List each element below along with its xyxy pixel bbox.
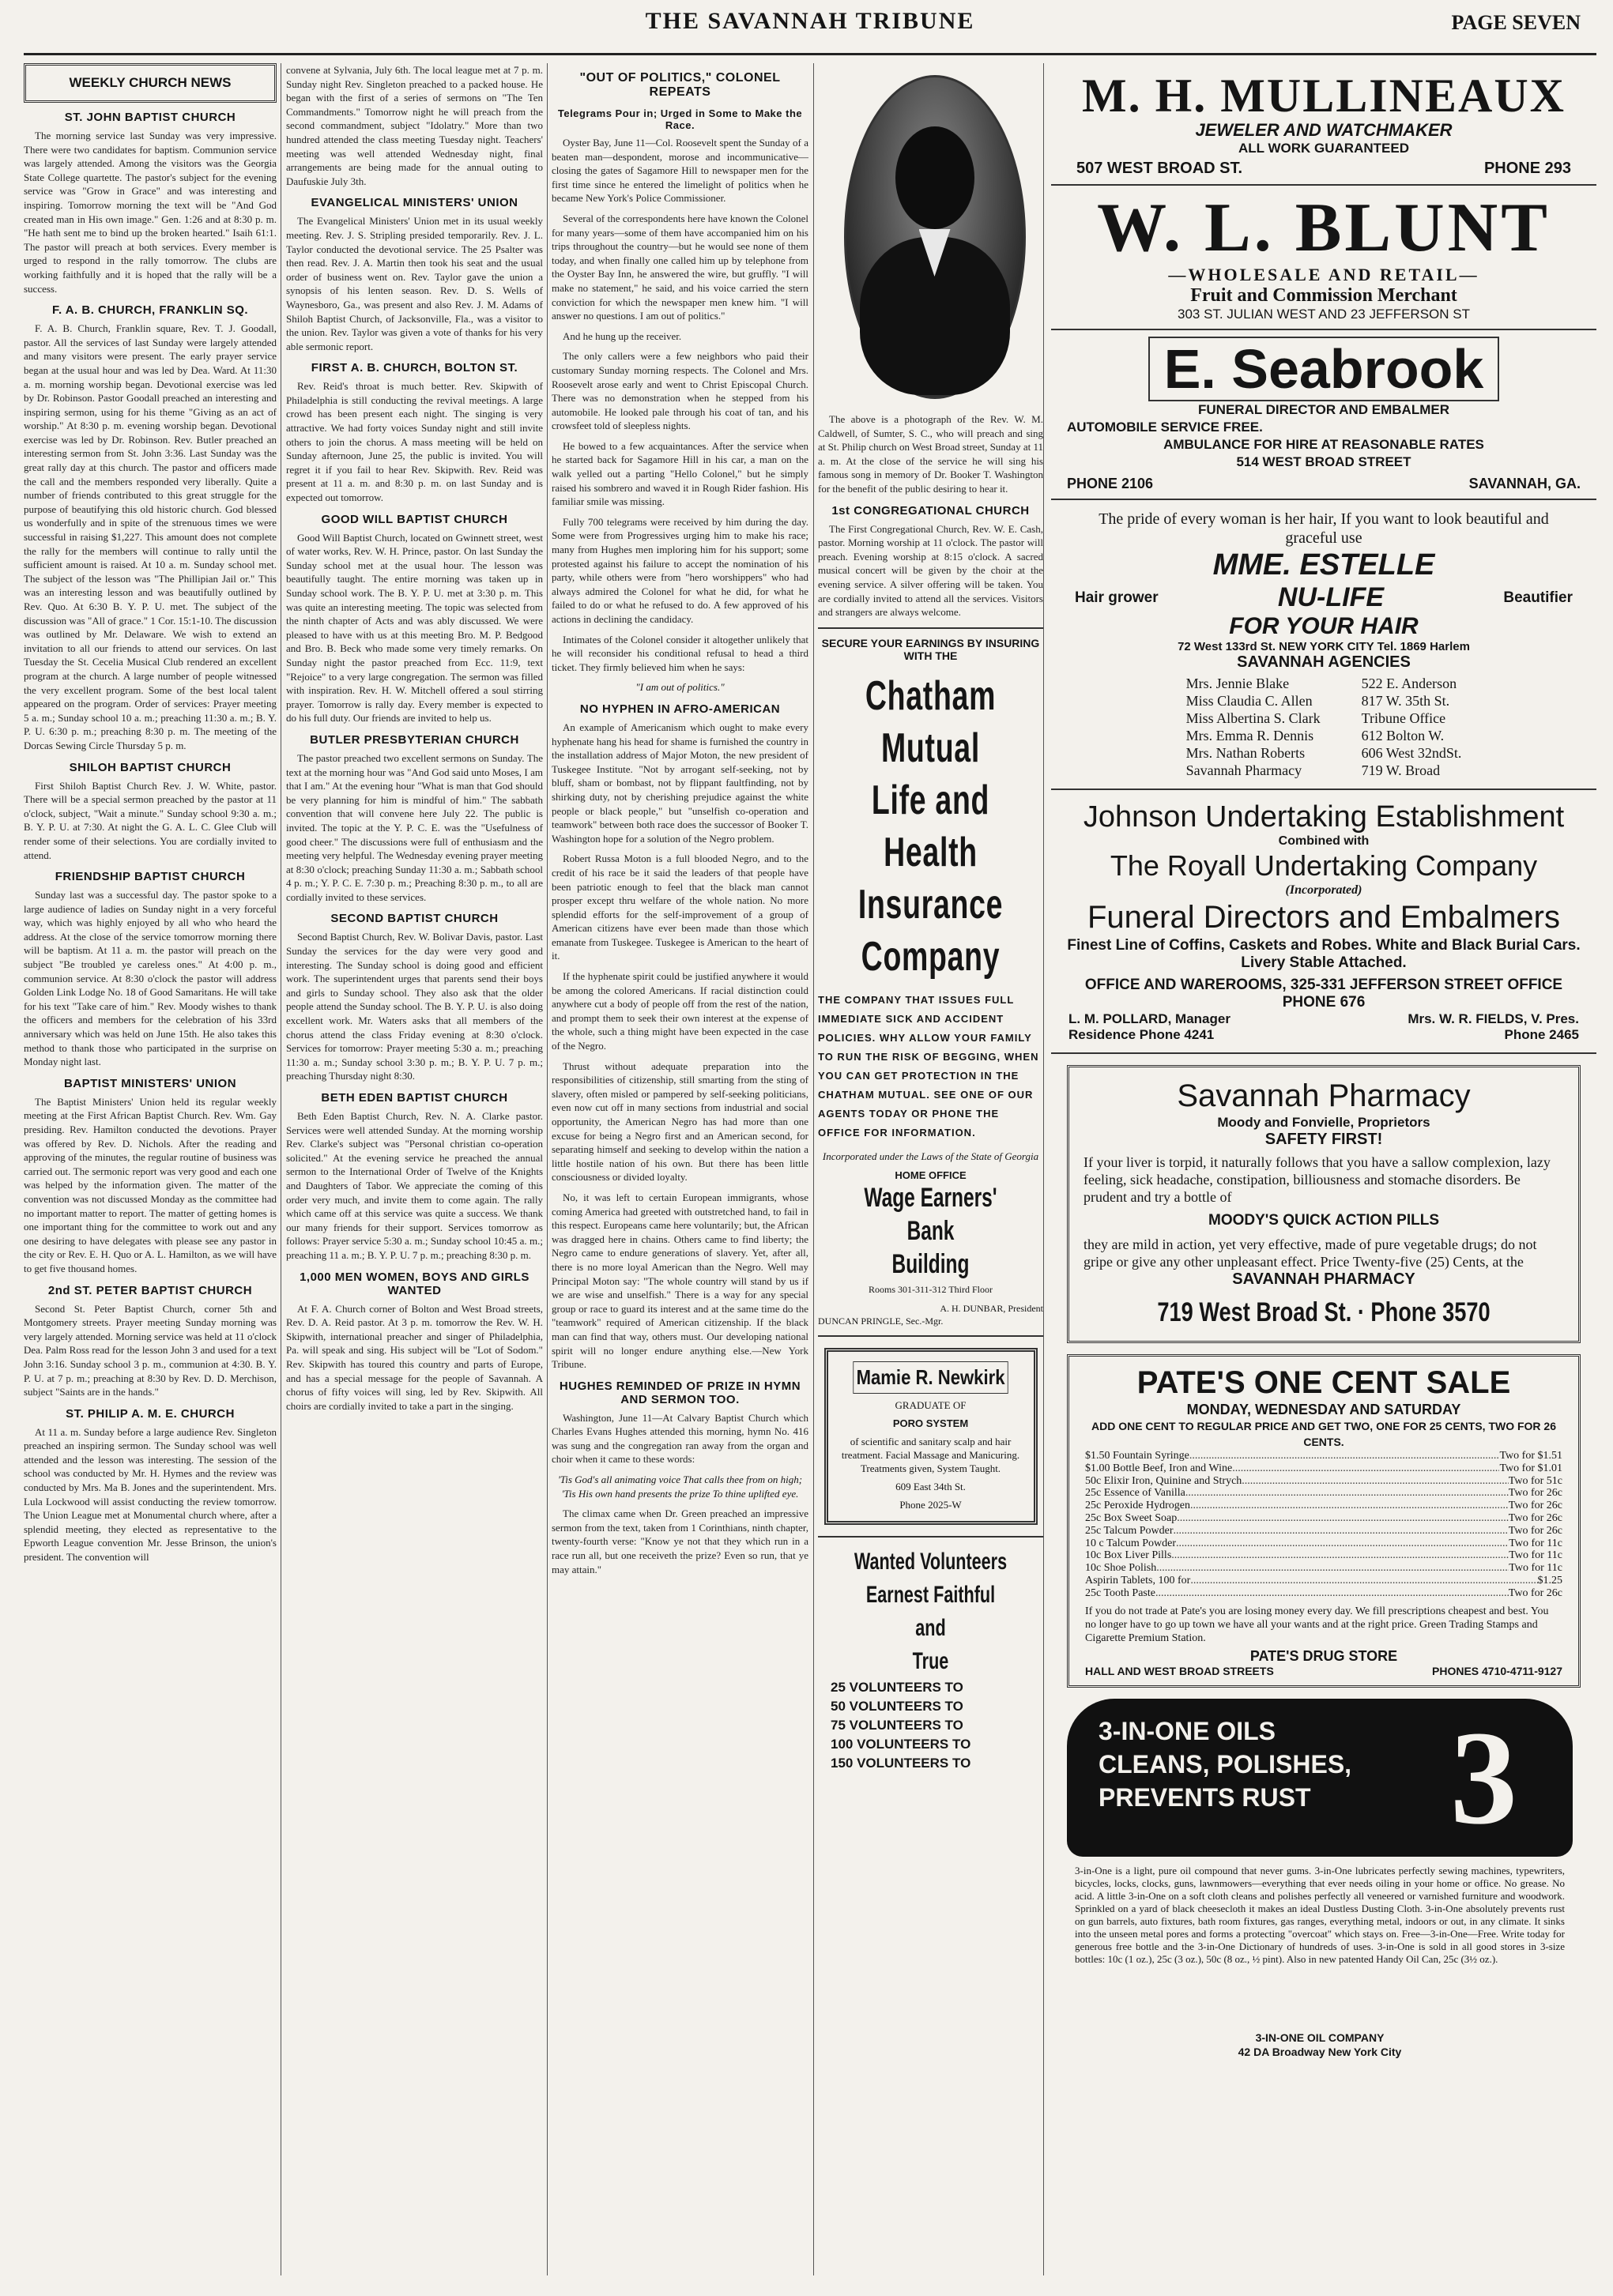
ad-officer: DUNCAN PRINGLE, Sec.-Mgr. [818,1315,944,1327]
ad-officer: L. M. POLLARD, Manager [1068,1011,1230,1026]
ad-phone: Phone 2465 [1504,1027,1579,1042]
article-body: F. A. B. Church, Franklin square, Rev. T. J. Goodall, pastor. All the services of last Sunday were largely attended and many visitors were present. The early prayer service began at the usual hour and was led by Dea. Ward. At 11:30 a. m. morning worship began. Devotional exercise was led by Dr. Robinson. Pastor Goodall preached an interesting and inspiring sermon, using for his theme "Giving as an act of worship." At 8:30 p. m. evening worship began. Devotional exercise was led by Dr. Robinson. Rev. Butler preached an interesting sermon from St. John 3:36. Last Sunday was the great rally day at this church. The pastor and officers made the call and the members responded very liberally. Quite a number of friends contributed to this great struggle for the purpose of beautifying this old historic church. God blessed us wonderfully and in spite of the strenuous times we were successful in raising $1,227. This amount does not complete the rally for the members will continue to rally until the sufficient amount is raised. At 10 a. m. Sunday school met. The subject of the lesson was "The Phillipian Jail or." This was an interesting lesson and was beautifully outlined by Rev. Quo. At 6:30 B. Y. P. U. met. The subject of the discussion was "All of grace." 1 Cor. 15:1-10. The discussion was outlined by Mr. Delaware. We wish to extend an invitation to all our friends to attend our services. On last Tuesday the St. Cecelia Musical Club rendered an excellent program at the church. A large number of people witnessed the very excellent program. Some of the best local talent appeared on the program. Order of services: Prayer meeting 5 a. m.; Sunday school 10 a. m.; preaching 11:30 a. m.; B. Y. P. U. 6:30 p. m.; preaching 8:30 p. m. The meeting of the Dorcas Sewing Circle Thursday 5 p. m. [24,322,277,751]
item-price: Two for 26c [1508,1524,1562,1537]
article-body: Intimates of the Colonel consider it altogether unlikely that he will reconsider his conditional refusal to head a third ticket. They firmly believed him when he says: [552,633,808,673]
article-heading: FIRST A. B. CHURCH, BOLTON ST. [311,361,518,375]
article-body: The Baptist Ministers' Union held its regular weekly meeting at the First African Baptist Church. Rev. Wm. Gay presiding. Rev. Hamilton conducted the devotions. Prayer was offered by Rev. D. Nichols. After the reading and approving of the minutes, the regular routine of business was carried out. The sermonic report was very good and each one was helped by the information given. The matter of the convention was not discussed Monday as the committee had no important matter to report. The matter of getting homes is one important thing for the committee to work out and any one desiring to have delegates with please see any pastor in the city or Rev. E. H. Quo or A. L. Hamilton, as we will have to get five thousand homes. [24,1095,277,1274]
ad-text: Combined with [1278,834,1370,848]
agent-address: Tribune Office [1361,710,1446,726]
ad-name: W. L. BLUNT [1097,190,1551,266]
ad-address: 514 WEST BROAD STREET [1236,454,1411,469]
ad-text: FOR YOUR HAIR [1229,613,1419,639]
article-body: The only callers were a few neighbors who paid their customary Sunday morning respects. The Colonel and Mrs. Roosevelt arose early and went to Christ Episcopal Church. There was no demonstration when he stepped from his automobile. He looked pale through his coat of tan, and his crowsfeet told of sleepless nights. [552,350,808,432]
ad-subtitle: MONDAY, WEDNESDAY AND SATURDAY [1186,1402,1461,1417]
table-row [1166,744,1483,762]
article-heading: 1,000 MEN WOMEN, BOYS AND GIRLS WANTED [300,1270,530,1297]
ad-headline-line: Chatham [865,672,997,719]
article-body: At 11 a. m. Sunday before a large audience Rev. Singleton preached an inspiring sermon. The Sunday school was well attended and the lesson was interesting. The session of the school was conducted by Mr. H. Hymes and the review was conducted by Mrs. Ma B. Jones and the superintendent. Mrs. Lula Lockwood will assist conducting the review tomorrow. The Union League met at Monumental church where, after a splendid meeting, they elected as representative to the Epworth League convention Mr. Jesse Brinson, the union's president. The convention will [24,1425,277,1564]
ad-text: Beautifier [1503,589,1573,606]
ad-name: E. Seabrook [1148,337,1500,401]
big-three-numeral: 3 [1450,1703,1517,1852]
ad-officer: A. H. DUNBAR, President [940,1302,1043,1314]
ad-body: 3-in-One is a light, pure oil compound that never gums. 3-in-One lubricates perfectly sewing machines, typewriters, bicycles, locks, clocks, guns, lawnmowers—everything that ever needs oiling in your home or office. No grease. No acid. A little 3-in-One on a soft cloth cleans and polishes perfectly all veneered or varnished furniture and woodwork. Sprinkled on a yard of black cheesecloth it makes an ideal Dustless Dusting Cloth. 3-in-One absolutely prevents rust on gun barrels, auto fixtures, bath room fixtures, gas ranges, everything metal, indoors or out, in any climate. It sinks into the unseen metal pores and forms a protecting "overcoat" which stays on. Free—3-in-One—Free. Write today for generous free bottle and the 3-in-One Dictionary of hundreds of uses. 3-in-One is sold in all good stores in 3-size bottles: 10c (1 oz.), 25c (3 oz.), 50c (8 oz., ½ pint). Also in new patented Handy Oil Can, 25c (3½ oz.). [1075,1864,1565,1965]
article-heading: ST. PHILIP A. M. E. CHURCH [66,1406,235,1421]
article-body: Several of the correspondents here have known the Colonel for many years—some of them have accompanied him on his trips throughout the country—but he would see none of them today, and when finally one called him up by telephone from the Oyster Bay Inn, he answered the wire, but gruffly. "I will make no statement," he said, and his voice carried the stern conviction for which the newspaper men knew him. "I will answer no questions. I am out of politics." [552,212,808,322]
list-item [1085,1512,1562,1525]
article-body: Robert Russa Moton is a full blooded Negro, and to the credit of his race be it said the leaders of that people have been patriotic enough to feel that the black man cannot prosper except thru welfare of the whole nation. No more splendid efforts for the self-improvement of a group of American citizens have ever been made than those which emanate from Tuskegee. Tuskegee is American to the heart of it. [552,853,808,962]
article-heading: 1st CONGREGATIONAL CHURCH [831,503,1030,518]
volunteer-line: 75 VOLUNTEERS TO [831,1717,963,1733]
article-subheading: Telegrams Pour in; Urged in Some to Make the Race. [557,107,803,131]
ad-text: (Incorporated) [1285,883,1362,897]
article-heading: "OUT OF POLITICS," COLONEL REPEATS [579,71,781,99]
table-row [1166,710,1483,727]
ad-text: AUTOMOBILE SERVICE FREE. [1067,420,1263,435]
volunteer-line: 100 VOLUNTEERS TO [831,1736,971,1752]
article-body: Good Will Baptist Church, located on Gwinnett street, west of water works, Rev. W. H. Prince, pastor. On last Sunday the Sunday school met at the usual hour. The lesson was beautifully taught. The entire morning was taken up in Sunday school work. The B. Y. P. U. met at 3:30 p. m. This was quite an interesting meeting. The topic was selected from the ninth chapter of Acts and was ably discussed. We were pleased to have with us at this meeting Bro. M. P. Bedgood and Bro. B. Beck who made some very timely remarks. On Sunday night the pastor preached from Ecc. 11:9, text "Rejoice" to a very large congregation. The sermon was filled with inspiration. Rev. H. W. Mitchell offered a soul stirring prayer. Tomorrow is rally day. Every member is expected to do his full duty. Our friends are invited to help us. [286,531,543,725]
list-item [1085,1525,1562,1538]
ad-address: 72 West 133rd St. NEW YORK CITY Tel. 1869 Harlem [1178,640,1470,653]
masthead [24,0,1596,55]
volunteer-line: 25 VOLUNTEERS TO [831,1679,963,1695]
column-rule [813,63,814,2275]
ad-headline-line: 3-IN-ONE OILS [1099,1716,1276,1745]
ad-officer: Mrs. W. R. FIELDS, V. Pres. [1408,1011,1579,1026]
agent-name: Mrs. Jennie Blake [1185,676,1290,691]
item-name: 25c Peroxide Hydrogen [1085,1500,1190,1512]
item-name: $1.00 Bottle Beef, Iron and Wine [1085,1462,1233,1474]
item-name: 25c Box Sweet Soap [1085,1511,1178,1524]
article-body: The First Congregational Church, Rev. W. E. Cash, pastor. Morning worship at 11 o'clock. The pastor will preach. Evening worship at 8:15 o'clock. A sacred musical concert will be given by the choir at the evening service. A silver offering will be taken. You are cordially invited to attend all the services. Visitors and strangers are always welcome. [818,522,1043,619]
page-number: PAGE SEVEN [1451,11,1581,34]
item-name: 10c Box Liver Pills [1085,1549,1172,1562]
ad-text: Finest Line of Coffins, Caskets and Robes. White and Black Burial Cars. Livery Stable Attached. [1067,937,1581,971]
article-body: The climax came when Dr. Green preached an impressive sermon from the text, taken from 1 Corinthians, ninth chapter, twenty-fourth verse: "Know ye not that they which run in a race run all, but one receiveth the prize? Even so run, that ye may attain." [552,1507,808,1575]
ad-phone: Residence Phone 4241 [1068,1027,1215,1042]
ad-name: PATE'S ONE CENT SALE [1136,1365,1511,1400]
ad-text: GRADUATE OF [895,1398,967,1411]
ad-city: SAVANNAH, GA. [1468,476,1581,491]
ad-office-label: HOME OFFICE [895,1169,967,1181]
article-body: Second St. Peter Baptist Church, corner 5th and Montgomery streets. Prayer meeting Sunday morning was very largely attended. Morning service was held at 11 o'clock Dea. Palm Ross read for the lesson John 3 and used for a text John 3:16. Sunday school 3 p. m., communion at 4:30. B. Y. P. U. at 7 p. m.; preaching at 8:30 by Rev. D. D. Merchison, subject "Saints are in the hands." [24,1302,277,1398]
three-in-one-oil-ad [1067,1699,1581,2064]
list-item [1085,1475,1562,1488]
article-heading: BUTLER PRESBYTERIAN CHURCH [310,732,519,747]
column-2 [286,63,543,2283]
article-heading: SHILOH BAPTIST CHURCH [69,760,232,774]
column-3 [552,63,808,2283]
ad-subtitle: JEWELER AND WATCHMAKER [1195,120,1453,140]
item-name: 10c Shoe Polish [1085,1562,1157,1575]
article-heading: ST. JOHN BAPTIST CHURCH [64,111,236,124]
ad-text: PORO SYSTEM [892,1417,969,1429]
ad-product: NU-LIFE [1277,582,1385,612]
ad-headline-line: True [912,1647,949,1674]
volunteer-line: 150 VOLUNTEERS TO [831,1755,971,1771]
estelle-ad [1051,500,1596,790]
ad-headline-line: PREVENTS RUST [1099,1782,1311,1812]
ad-officers [818,1302,1043,1327]
article-body: Second Baptist Church, Rev. W. Bolivar Davis, pastor. Last Sunday the services for the day were very good and interesting. The Sunday school is doing good and efficient work. The superintendent urges that parents send their boys and girls to Sunday school. They also ask that the older people attend the Sunday school. The B. Y. P. U. is also doing excellent work. Mr. Waters asks that all members of the chorus attend the class Friday evening at 8:30 o'clock. Services for tomorrow: Prayer meeting 5:30 a. m.; preaching 11:30 a. m.; Sunday school 3:30 p. m.; B. Y. P. U. 7 p. m.; preaching Thursday night 8:30. [286,931,543,1082]
agents-table [1166,675,1483,779]
ad-text: SAFETY FIRST! [1264,1131,1383,1148]
article-heading: NO HYPHEN IN AFRO-AMERICAN [579,702,781,716]
item-price: Two for 11c [1509,1562,1562,1575]
article-quote: "I am out of politics." [635,681,725,694]
item-price: Two for 26c [1508,1487,1562,1500]
list-item [1085,1462,1562,1475]
item-name: Aspirin Tablets, 100 for [1085,1574,1191,1586]
ad-address: 42 DA Broadway New York City [1238,2045,1402,2058]
ad-address: 507 WEST BROAD ST. [1076,160,1243,177]
ad-address: 609 East 34th St. [895,1480,966,1492]
article-body: The Evangelical Ministers' Union met in its usual weekly meeting. Rev. J. S. Stripling presided temporarily. Rev. J. L. Taylor conducted the devotional service. The 25 Psalter was then read. Rev. J. A. Martin then took his seat and the usual order of business went on. Rev. Taylor gave the union a synopsis of his lenten season. Rev. D. S. Wells of Waynesboro, Ga., was present and also Rev. J. M. Adams of Shiloh Baptist Church, of Jacksonville, Fla., was a visitor to the union. Rev. Taylor was given a vote of thanks for his very able sermonic report. [286,215,543,352]
item-name: 25c Essence of Vanilla [1085,1487,1185,1500]
agent-address: 606 West 32ndSt. [1361,745,1462,761]
list-item [1085,1562,1562,1575]
ad-name: The Royall Undertaking Company [1110,849,1538,882]
ad-text: Hair grower [1075,589,1159,606]
ad-company: 3-IN-ONE OIL COMPANY [1255,2031,1385,2044]
item-name: 50c Elixir Iron, Quinine and Strych [1085,1474,1242,1487]
price-list [1085,1450,1562,1600]
ad-subtitle: ALL WORK GUARANTEED [1238,141,1409,156]
item-price: $1.25 [1537,1574,1562,1586]
ad-headline-line: Company [861,933,1001,980]
ad-phone: PHONES 4710-4711-9127 [1432,1664,1562,1677]
item-name: $1.50 Fountain Syringe [1085,1450,1189,1462]
ad-subtitle: —WHOLESALE AND RETAIL— [1168,265,1479,284]
article-heading: GOOD WILL BAPTIST CHURCH [321,512,508,526]
article-body: An example of Americanism which ought to make every hyphenate hang his head for shame is furnished the country in the installation address of Major Moton, the new president of Tuskegee Institute. "Not by arrogant self-seeking, not by bluff, sham or bombast, not by flippant faultfinding, not by shirking duty, not by cherishing prejudice against the white people or black people," but "unselfish co-operation and teamwork" between both race does the successor of Booker T. Washington hope for a solution of the Negro problem. [552,721,808,845]
item-price: Two for 11c [1509,1549,1562,1562]
ad-subtitle: SAVANNAH AGENCIES [1237,653,1411,671]
seabrook-ad [1051,330,1596,500]
ad-headline [850,670,1012,983]
agent-address: 817 W. 35th St. [1361,693,1450,709]
item-price: Two for 51c [1508,1474,1562,1487]
agent-name: Mrs. Emma R. Dennis [1185,728,1314,743]
volunteers-ad [818,1536,1043,1773]
article-body: And he hung up the receiver. [563,329,682,342]
agent-address: 522 E. Anderson [1361,676,1457,691]
column-rule [547,63,548,2275]
portrait-photo [820,71,1042,403]
ad-building-line: Building [891,1248,970,1279]
photo-caption: The above is a photograph of the Rev. W. M. Caldwell, of Sumter, S. C., who will preach and sing at St. Philip church on West Broad street, Sunday at 11 a. m. At the close of the service he will sing his famous song in memory of Dr. Booker T. Washington for the benefit of the public desiring to hear it. [818,413,1043,495]
chatham-mutual-ad [818,627,1043,1337]
ad-body: If you do not trade at Pate's you are losing money every day. We fill prescriptions cheapest and best. You no longer have to go up town we have all your wants and at the right price. Green Trading Stamps and Cigarette Premium Station. [1085,1605,1549,1644]
ad-address: 303 ST. JULIAN WEST AND 23 JEFFERSON ST [1177,307,1470,322]
ad-headline-line: Life and [871,777,990,823]
ad-headline-line: Health [884,829,978,875]
agent-name: Miss Claudia C. Allen [1185,693,1313,709]
agent-address: 719 W. Broad [1361,762,1441,778]
item-name: 25c Tooth Paste [1085,1586,1155,1599]
ad-product: MOODY'S QUICK ACTION PILLS [1208,1212,1439,1229]
blunt-ad [1051,186,1596,330]
agent-address: 612 Bolton W. [1361,728,1445,743]
ad-intro: SECURE YOUR EARNINGS BY INSURING WITH THE [821,636,1040,662]
newspaper-title: THE SAVANNAH TRIBUNE [645,8,975,34]
list-item [1085,1575,1562,1587]
article-body: Thrust without adequate preparation into the responsibilities of citizenship, still smarting from the sting of slavery, often misled or pampered by self-seeking politicians, even now cut off in many sections from industrial and social opportunity, the American Negro has had more than one excuse for being a Negro first and an American second, for separating himself and seeking to develop within the nation a little hostile nation of his own. But there has been little consciousness or divided loyalty. [552,1060,808,1184]
list-item [1085,1538,1562,1550]
ad-subtitle: Funeral Directors and Embalmers [1087,900,1560,935]
table-row [1166,692,1483,710]
article-body: Washington, June 11—At Calvary Baptist Church which Charles Evans Hughes attended this morning, hymn No. 416 was sung and the congregation ran away from the organ and choir when it came to these words: [552,1411,808,1466]
article-quote: 'Tis God's all animating voice That calls thee from on high; 'Tis His own hand presents the prize To thine uplifted eye. [557,1474,803,1500]
article-heading: BETH EDEN BAPTIST CHURCH [321,1091,508,1105]
article-body: First Shiloh Baptist Church Rev. J. W. White, pastor. There will be a special sermon preached by the pastor at 11 o'clock, subject, "Wait a minute." Sunday school 9:30 a. m.; B. Y. P. U. at 7:30. At night the G. A. L. C. Glee Club will render some of their selections. You are cordially invited to attend. [24,779,277,861]
johnson-undertaking-ad [1051,790,1596,1054]
ad-name: Johnson Undertaking Establishment [1083,800,1565,834]
ad-phone: Phone 2025-W [899,1498,962,1511]
ad-building-line: Wage Earners' Bank [864,1182,997,1246]
ad-subtitle: Fruit and Commission Merchant [1190,285,1457,306]
advertisement-column [1051,63,1596,2283]
ad-phone: PHONE 2106 [1067,476,1154,491]
list-item [1085,1549,1562,1562]
article-body: Fully 700 telegrams were received by him during the day. Some were from Progressives urging him to make his race; many from Hughes men imploring him for his support; some protested against his failure to accept the nomination of his party, while others were from "hero worshippers" who had always admired the Colonel for what he did, for what he failed to do or what he refused to do. A few approved of his actions in declining the candidacy. [552,515,808,625]
list-item [1085,1450,1562,1462]
ad-store-name: PATE'S DRUG STORE [1249,1647,1398,1664]
ad-headline-line: Insurance [857,881,1004,928]
ad-name: Mamie R. Newkirk [853,1361,1008,1394]
article-body: Sunday last was a successful day. The pastor spoke to a large audience of ladies on Sunday night in a very forceful way, which was highly enjoyed by all who who heard the address. At the close of the service tomorrow morning there will be baptism. At 11 a. m. the pastor will preach on the subject "Be troubled ye careless ones." At 4:00 p. m., communion service. At 8:30 o'clock the pastor will address Golden Link Lodge No. 18 of Good Samaritans. He will take for his text "Take care of him." Rev. Moody wishes to thank the officers and members for the celebration of his 33rd anniversary which was held on June 15th. He also takes this method to thank those who participated in the surprise on Monday night last. [24,889,277,1068]
agent-name: Mrs. Nathan Roberts [1185,745,1306,761]
ad-address: 719 West Broad St. · Phone 3570 [1157,1297,1491,1327]
item-price: Two for 26c [1508,1500,1562,1512]
list-item [1085,1487,1562,1500]
column-rule [1043,63,1044,2275]
ad-name: M. H. MULLINEAUX [1082,70,1566,122]
table-row [1166,762,1483,779]
table-row [1166,675,1483,692]
ad-text: AMBULANCE FOR HIRE AT REASONABLE RATES [1163,437,1484,452]
newkirk-ad [824,1348,1038,1525]
mullineaux-ad [1051,63,1596,186]
column-1 [24,63,277,2283]
item-price: Two for $1.01 [1499,1462,1562,1474]
article-heading: EVANGELICAL MINISTERS' UNION [311,196,518,210]
article-body: At F. A. Church corner of Bolton and West Broad streets, Rev. D. A. Reid pastor. At 3 p. m. tomorrow the Rev. W. H. Skipwith, international preacher and singer of Philadelphia, Pa. will speak and sing. His subject will be "Lot of Sodom." Rev. Skipwith has toured this country and parts of Europe, and has a special message for the people of Savannah. A chorus of fifty voices will sing, led by Rev. Skipwith. All choirs are cordially invited to take a part in the singing. [286,1302,543,1412]
article-heading: BAPTIST MINISTERS' UNION [63,1076,237,1090]
item-price: Two for 26c [1508,1511,1562,1524]
article-body: The pastor preached two excellent sermons on Sunday. The text at the morning hour was "And God said unto Moses, I am that I am." At the evening hour "What is man that God should be very planning for him is mindful of him." The sabbath convention that will convene here July 22. The public is invited. The topic at the Y. P. C. E. was the "Usefulness of good cheer." The discussions were full of enthusiasm and the meeting very helpful. The Wednesday evening prayer meeting at 8:30 o'clock; preaching Sunday 11:30 a. m.; Sabbath school 4 p. m.; Y. P. C. E. 7:30 p. m.; Preaching 8:30 p. m., to all are cordially invited to these services. [286,751,543,903]
volunteer-line: 50 VOLUNTEERS TO [831,1698,963,1714]
article-heading: 2nd ST. PETER BAPTIST CHURCH [47,1283,253,1297]
pates-sale-ad [1067,1354,1581,1688]
item-price: Two for 11c [1509,1537,1562,1549]
ad-text: The pride of every woman is her hair, If you want to look beautiful and graceful use [1099,510,1549,547]
ad-address: OFFICE AND WAREROOMS, 325-331 JEFFERSON STREET OFFICE PHONE 676 [1084,977,1563,1011]
article-body: The morning service last Sunday was very impressive. There were two candidates for baptism. Communion service was largely attended. Among the visitors was the Georgia State College quartette. The pastor's subject for the evening service was "Grow in Grace" and was interesting and inspiring. Tomorrow morning the text will be "And God created man in His own image." Gen. 1:26 and at 8:30 p. m. "He hath sent me to bind up the broken hearted." Isaih 61:1. The pastor will preach at both services. Every member is urged to respond in the rally tomorrow. The clubs are working faithfully and it is hoped that the rally will be a success. [24,130,277,295]
column-4 [818,63,1043,2283]
ad-text: Moody and Fonvielle, Proprietors [1217,1115,1430,1130]
list-item [1085,1587,1562,1600]
item-name: 10 c Talcum Powder [1085,1537,1177,1549]
ad-text: FUNERAL DIRECTOR AND EMBALMER [1198,402,1449,417]
article-body: Rev. Reid's throat is much better. Rev. Skipwith of Philadelphia is still conducting the revival meetings. A large crowd has been present each night. The singing is very attractive. We had forty voices Sunday night and still invite others to join the chorus. A mass meeting will be held on Sunday afternoon, June 25, the public is invited. You will regret it if you fail to hear Rev. Skipwith. Rev. Reid was present at 11 a. m. and 8:30 p. m. on last Sunday and is expected out tomorrow. [286,380,543,504]
article-body: convene at Sylvania, July 6th. The local league met at 7 p. m. Sunday night Rev. Singleton preached to a packed house. He began with the first of a series of sermons on "The Ten Commandments." Tomorrow night he will preach from the second commandment, subject "Idolatry." More than two hundred attended the class meeting Tuesday night. Teachers' meeting was well attended Wednesday night, final arrangements are being made for the annual outing to Daufuskie July 3th. [286,64,543,187]
section-box-title: WEEKLY CHURCH NEWS [24,63,277,103]
article-heading: HUGHES REMINDED OF PRIZE IN HYMN AND SERMON TOO. [559,1379,801,1406]
ad-building [850,1181,1012,1281]
ad-headline-line: CLEANS, POLISHES, [1099,1749,1352,1778]
table-row [1166,727,1483,744]
article-body: If the hyphenate spirit could be justified anywhere it would be among the colored Americans. If racial distinction could anywhere cut a body of people off from the rest of the nation, and prompt them to seek their own interest at the expense of the whole, such a thing might have been expected in the case of the Negro. [552,970,808,1052]
article-heading: SECOND BAPTIST CHURCH [330,912,499,926]
article-body: No, it was left to certain European immigrants, whose coming America had greeted with outstretched hand, to fail in this respect. Europeans came here voluntarily; but, the African was dragged here in chains. Others came to find liberty; the Negro came to endure generations of slavery. Yet, after all, there is no more loyal American than the Negro. Well may Principal Moton say: "The whole country will stand by us if we are wise and unselfish." There is a way for any special group or race to guard its interest and at the same time do the "teamwork" required of American citizenship. If the black man can find that way, others must. Our developing national spirit will no longer endure anything else.—New York Tribune. [552,1191,808,1371]
ad-body: THE COMPANY THAT ISSUES FULL IMMEDIATE SICK AND ACCIDENT POLICIES. WHY ALLOW YOUR FAMILY TO RUN THE RISK OF BEGGING, WHEN YOU CAN GET PROTECTION IN THE CHATHAM MUTUAL. SEE ONE OF OUR AGENTS TODAY OR PHONE THE OFFICE FOR INFORMATION. [818,993,1039,1139]
oil-bottle-illustration [1067,1699,1573,1857]
ad-headline-line: Wanted Volunteers [854,1548,1008,1575]
article-heading: FRIENDSHIP BAPTIST CHURCH [55,870,246,884]
article-body: Beth Eden Baptist Church, Rev. N. A. Clarke pastor. Services were well attended Sunday. At the morning worship Rev. Clarke's subject was "Personal christian co-operation solicited." At the evening service he preached the annual sermon to the International Order of Twelve of the Knights and Daughters of Tabor. We appreciate the coming of this order very much, and invite them to come again. The rally which came off at this service was quite a success. We thank our many friends for their support. Services tomorrow as follows: Prayer service 5:30 a. m.; Sunday school 10:45 a. m.; preaching 11 a. m.; B. Y. P. U. 7 p. m.; preaching 8:30 p. m. [286,1110,543,1261]
item-name: 25c Talcum Powder [1085,1524,1174,1537]
ad-phone: PHONE 293 [1483,160,1571,177]
savannah-pharmacy-ad [1067,1065,1581,1343]
agent-name: Savannah Pharmacy [1185,762,1302,778]
ad-body: they are mild in action, yet very effective, made of pure vegetable drugs; do not gripe or give any other unpleasant effect. Price Twenty-five (25) Cents, at the [1083,1236,1537,1270]
article-heading: F. A. B. CHURCH, FRANKLIN SQ. [51,303,249,318]
list-item [1085,1500,1562,1512]
article-body: He bowed to a few acquaintances. After the service when he started back for Sagamore Hill in his car, a man on the walk yelled out a parting "Hello Colonel," but he simply raised his sombrero and waved it in Rough Rider fashion. His familiar smile was missing. [552,439,808,508]
ad-text: of scientific and sanitary scalp and hair treatment. Facial Massage and Manicuring. Treatments given, System Taught. [841,1435,1020,1474]
ad-incorporation: Incorporated under the Laws of the State of Georgia [822,1150,1039,1162]
ad-text: ADD ONE CENT TO REGULAR PRICE AND GET TWO, ONE FOR 25 CENTS, TWO FOR 26 CENTS. [1091,1420,1557,1448]
agent-name: Miss Albertina S. Clark [1185,710,1321,726]
ad-address: HALL AND WEST BROAD STREETS [1085,1664,1274,1677]
ad-headline-line: Mutual [881,725,980,771]
ad-rooms: Rooms 301-311-312 Third Floor [868,1283,993,1295]
ad-name: MME. ESTELLE [1212,548,1435,582]
article-body: Oyster Bay, June 11—Col. Roosevelt spent the Sunday of a beaten man—despondent, morose and incommunicative—closing the gates of Sagamore Hill to newspaper men for the first time since he entered the limelight of politics when he became New York's Police Commissioner. [552,137,808,205]
ad-headline-line: Earnest Faithful and [865,1581,996,1641]
item-price: Two for $1.51 [1499,1450,1562,1462]
ad-name: Savannah Pharmacy [1177,1078,1471,1113]
ad-body: If your liver is torpid, it naturally follows that you have a sallow complexion, lazy feeling, sick headache, constipation, billiousness and stomache disorders. Be prudent and try a bottle of [1083,1154,1551,1205]
item-price: Two for 26c [1508,1586,1562,1599]
ad-text: SAVANNAH PHARMACY [1232,1270,1415,1288]
